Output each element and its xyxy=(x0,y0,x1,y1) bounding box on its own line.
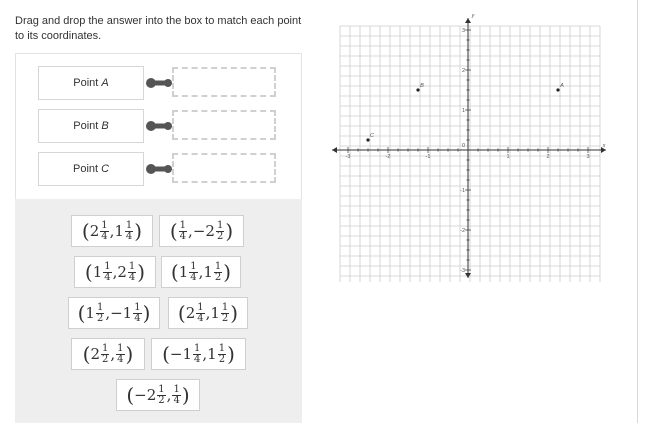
connector-icon xyxy=(145,161,173,177)
connector-icon xyxy=(145,118,173,134)
y-tick-label: 2 xyxy=(461,68,465,74)
plotted-point-label: A xyxy=(560,83,564,89)
point-prefix: Point xyxy=(73,120,99,132)
point-c-label xyxy=(38,152,144,186)
drop-zone-b[interactable] xyxy=(172,110,276,140)
answer-tile[interactable]: ( −1 $\frac{1}{4}$ ,1 $\frac{1}{2}$ ) xyxy=(151,338,246,370)
answer-tile[interactable]: ( 2 $\frac{1}{2}$ , $\frac{1}{4}$ ) xyxy=(71,338,145,370)
y-tick-label: -3 xyxy=(460,268,465,274)
frame-divider xyxy=(637,0,638,423)
point-prefix: Point xyxy=(73,77,99,89)
plotted-point-label: C xyxy=(370,133,374,139)
answer-tile[interactable]: ( $\frac{1}{4}$ ,−2 $\frac{1}{2}$ ) xyxy=(159,215,244,247)
plotted-point xyxy=(556,88,559,91)
answer-tile[interactable]: ( 1 $\frac{1}{4}$ ,1 $\frac{1}{2}$ ) xyxy=(161,256,241,288)
connector-icon xyxy=(145,75,173,91)
drag-drop-panel xyxy=(15,53,302,423)
x-tick-label: -1 xyxy=(425,154,431,160)
x-tick-label: -2 xyxy=(385,154,391,160)
answer-tile[interactable]: ( 1 $\frac{1}{4}$ ,2 $\frac{1}{4}$ ) xyxy=(74,256,156,288)
y-tick-label: 3 xyxy=(461,28,465,34)
answer-tile[interactable]: ( −2 $\frac{1}{2}$ , $\frac{1}{4}$ ) xyxy=(116,379,200,411)
origin-label: 0 xyxy=(461,143,465,149)
y-axis-arrow-up xyxy=(465,18,471,23)
point-name: A xyxy=(101,77,109,89)
answer-bank xyxy=(15,199,302,423)
plotted-point-label: B xyxy=(420,83,424,89)
point-name: B xyxy=(101,120,109,132)
coordinate-graph xyxy=(328,10,612,282)
y-tick-label: -2 xyxy=(460,228,465,234)
x-tick-label: -3 xyxy=(345,154,351,160)
match-area xyxy=(15,53,302,200)
point-name: C xyxy=(101,163,110,175)
x-axis-label: x xyxy=(602,143,606,149)
point-a-label xyxy=(38,66,144,100)
instructions-text: Drag and drop the answer into the box to match each point to its coordinates. xyxy=(15,15,302,42)
y-tick-label: 1 xyxy=(461,108,465,114)
x-tick-label: 3 xyxy=(586,154,590,160)
x-axis-arrow-left xyxy=(332,147,337,153)
answer-tile[interactable]: ( 2 $\frac{1}{4}$ ,1 $\frac{1}{2}$ ) xyxy=(168,297,248,329)
drop-zone-a[interactable] xyxy=(172,67,276,97)
point-prefix: Point xyxy=(72,163,99,175)
x-tick-label: 1 xyxy=(506,154,510,160)
answer-tile[interactable]: ( 1 $\frac{1}{2}$ ,−1 $\frac{1}{4}$ ) xyxy=(68,297,160,329)
drop-zone-c[interactable] xyxy=(172,153,276,183)
x-tick-label: 2 xyxy=(546,154,550,160)
y-tick-label: -1 xyxy=(460,188,465,194)
plotted-point xyxy=(416,88,419,91)
y-axis-label: y xyxy=(471,13,475,19)
point-b-label xyxy=(38,109,144,143)
answer-tile[interactable]: ( 2 $\frac{1}{4}$ ,1 $\frac{1}{4}$ ) xyxy=(71,215,153,247)
